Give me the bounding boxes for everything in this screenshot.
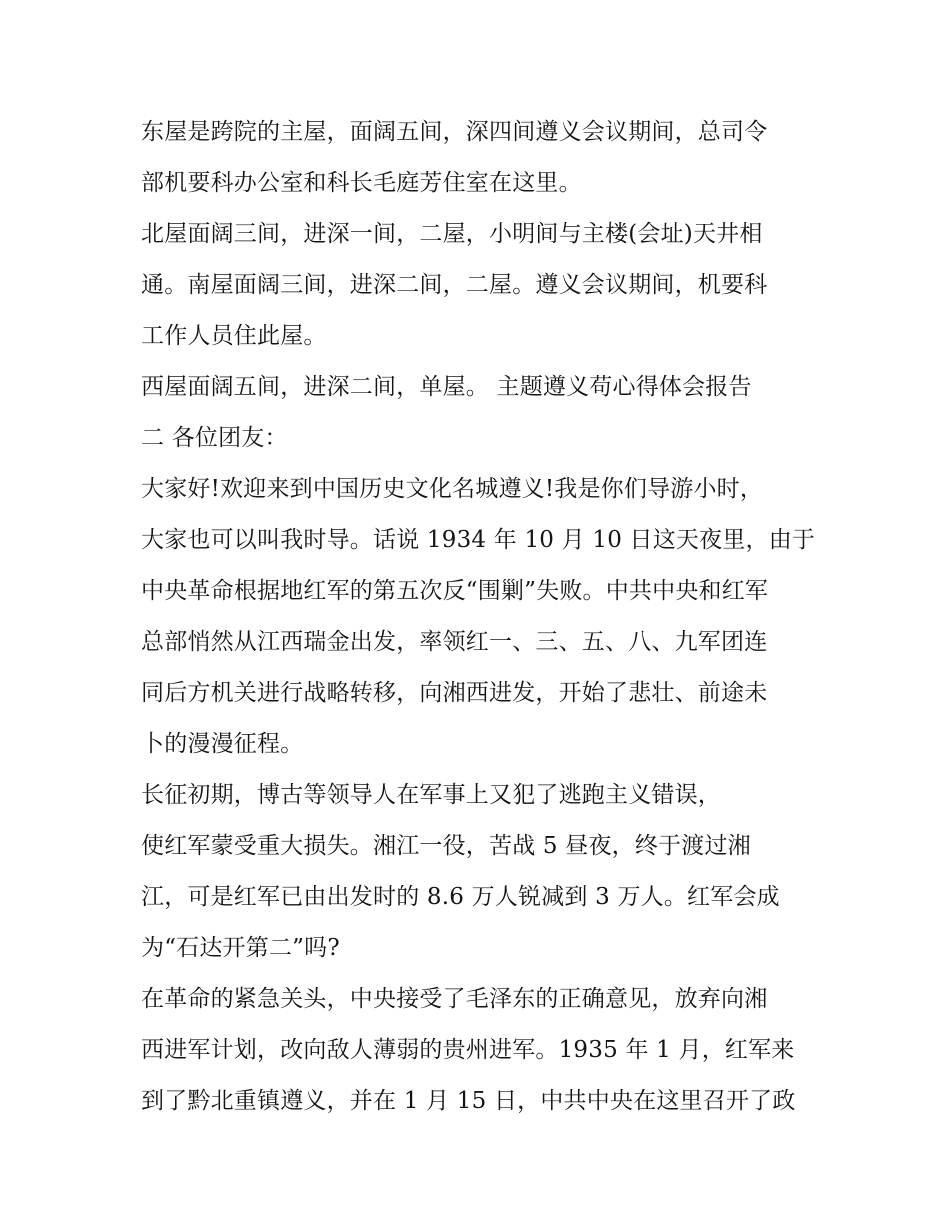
text-line: 东屋是跨院的主屋，面阔五间，深四间遵义会议期间，总司令 [141,119,768,145]
text-line: 江，可是红军已由出发时的 8.6 万人锐减到 3 万人。红军会成 [141,884,780,910]
text-line: 在革命的紧急关头，中央接受了毛泽东的正确意见，放弃向湘 [141,986,768,1012]
text-line: 西屋面阔五间，进深二间，单屋。 主题遵义苟心得体会报告 [141,374,752,400]
text-line: 北屋面阔三间，进深一间，二屋，小明间与主楼(会址)天井相 [141,221,763,247]
text-line: 总部悄然从江西瑞金出发，率领红一、三、五、八、九军团连 [141,629,768,655]
text-line: 到了黔北重镇遵义，并在 1 月 15 日，中共中央在这里召开了政 [141,1088,796,1114]
text-line: 大家好!欢迎来到中国历史文化名城遵义!我是你们导游小时， [141,476,764,502]
document-body [141,107,821,1127]
text-line: 中央革命根据地红军的第五次反“围剿”失败。中共中央和红军 [141,578,769,604]
text-line: 通。南屋面阔三间，进深二间，二屋。遵义会议期间，机要科 [141,272,768,298]
paragraph [141,209,821,362]
paragraph [141,770,821,974]
paragraph [141,974,821,1127]
text-line: 部机要科办公室和科长毛庭芳住室在这里。 [141,170,582,196]
text-line: 大家也可以叫我时导。话说 1934 年 10 月 10 日这天夜里，由于 [141,527,816,553]
text-line: 工作人员住此屋。 [141,323,327,349]
text-line: 二 各位团友： [141,425,288,451]
text-line: 长征初期，博古等领导人在军事上又犯了逃跑主义错误， [141,782,721,808]
paragraph [141,107,821,209]
paragraph [141,362,821,464]
paragraph [141,464,821,770]
text-line: 卜的漫漫征程。 [141,731,304,757]
text-line: 西进军计划，改向敌人薄弱的贵州进军。1935 年 1 月，红军来 [141,1037,795,1063]
text-line: 为“石达开第二”吗? [141,935,340,961]
text-line: 使红军蒙受重大损失。湘江一役，苦战 5 昼夜，终于渡过湘 [141,833,751,859]
text-line: 同后方机关进行战略转移，向湘西进发，开始了悲壮、前途未 [141,680,768,706]
